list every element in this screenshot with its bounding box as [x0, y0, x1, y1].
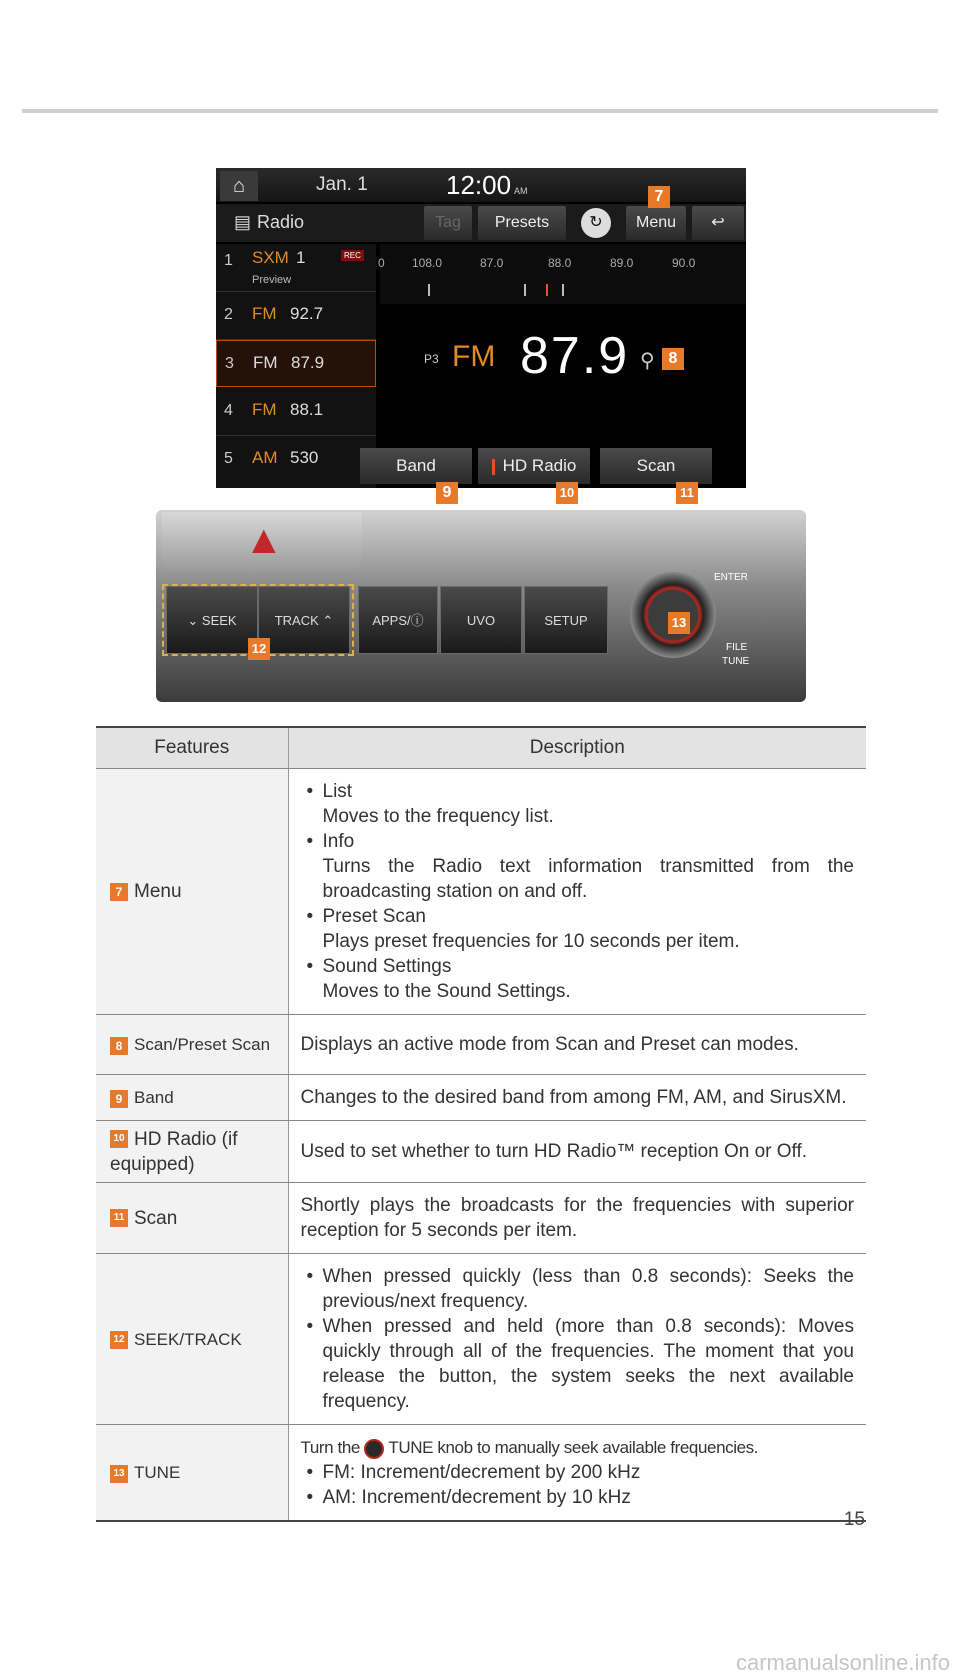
table-row — [96, 769, 866, 1015]
intro-tune: TUNE — [388, 1438, 434, 1457]
hazard-button[interactable] — [162, 512, 362, 572]
feature-cell — [96, 769, 288, 1015]
current-preset: P3 — [424, 352, 439, 366]
features-table — [96, 726, 866, 1522]
number-badge: 13 — [110, 1465, 128, 1483]
tag-button[interactable]: Tag — [424, 206, 472, 240]
list-item — [301, 904, 855, 954]
item-title: • Sound Settings — [322, 956, 452, 977]
seek-label: SEEK — [201, 613, 237, 628]
apps-key[interactable] — [358, 586, 438, 654]
tune-intro — [301, 1435, 855, 1460]
hd-radio-label: HD Radio — [502, 456, 577, 475]
scale-label: 87.0 — [480, 256, 504, 270]
table-row — [96, 1075, 866, 1121]
setup-key[interactable]: SETUP — [524, 586, 608, 654]
description-cell: Changes to the desired band from among FM, AM, and SirusXM. — [288, 1075, 866, 1121]
preset-freq: 87.9 — [291, 353, 325, 372]
number-badge: 10 — [110, 1130, 128, 1148]
scale-tick — [562, 284, 564, 296]
feature-name: HD Radio (if equipped) — [110, 1128, 238, 1175]
presets-button[interactable]: Presets — [478, 206, 566, 240]
number-badge: 7 — [110, 883, 128, 901]
number-badge: 9 — [110, 1090, 128, 1108]
header-features: Features — [96, 727, 288, 769]
callout-12: 12 — [248, 638, 270, 660]
apps-label: APPS/ — [372, 613, 411, 628]
callout-9: 9 — [436, 482, 458, 504]
ampm-display: AM — [514, 186, 528, 196]
header-description: Description — [288, 727, 866, 769]
current-band: FM — [452, 340, 496, 373]
table-row — [96, 1015, 866, 1075]
intro-text: knob to manually seek available frequencies. — [437, 1438, 759, 1457]
current-frequency: 87.9 — [520, 327, 630, 385]
item-text: Moves to the frequency list. — [322, 806, 554, 827]
tune-knob-icon — [364, 1439, 384, 1459]
description-cell: Displays an active mode from Scan and Preset can modes. — [288, 1015, 866, 1075]
number-badge: 11 — [110, 1209, 128, 1227]
feature-name: Scan/Preset Scan — [134, 1035, 271, 1054]
callout-8: 8 — [662, 348, 684, 370]
scale-label: 89.0 — [610, 256, 634, 270]
number-badge: 12 — [110, 1331, 128, 1349]
feature-name: Band — [134, 1088, 174, 1107]
radio-screen — [216, 168, 746, 488]
table-header-row — [96, 727, 866, 769]
callout-10: 10 — [556, 482, 578, 504]
preset-item-4[interactable] — [216, 388, 376, 436]
search-icon[interactable]: ⚲ — [640, 350, 655, 372]
preset-band: FM — [252, 304, 277, 323]
toolbar — [216, 204, 746, 242]
preset-band: FM — [252, 400, 277, 419]
hd-radio-button[interactable] — [478, 448, 590, 484]
preset-band: FM — [253, 353, 278, 372]
list-item — [301, 954, 855, 1004]
callout-7: 7 — [648, 186, 670, 208]
seek-key[interactable] — [166, 586, 258, 654]
console-panel — [156, 510, 806, 702]
band-button[interactable]: Band — [360, 448, 472, 484]
intro-text: Turn the — [300, 1438, 360, 1457]
current-tick — [546, 284, 548, 296]
feature-name: SEEK/TRACK — [134, 1329, 242, 1349]
callout-13: 13 — [668, 612, 690, 634]
back-icon[interactable]: ↩ — [692, 206, 744, 240]
frequency-scale[interactable] — [380, 244, 746, 304]
feature-name: TUNE — [134, 1463, 181, 1482]
item-title: • Info — [322, 831, 355, 852]
preset-band: SXM — [252, 248, 289, 267]
page-number: 15 — [843, 1509, 865, 1530]
item-text: Moves to the Sound Settings. — [322, 981, 571, 1002]
item-title: • Preset Scan — [322, 906, 426, 927]
preset-number: 2 — [224, 306, 233, 323]
sound-icon[interactable]: ↻ — [581, 208, 611, 238]
preset-item-1[interactable] — [216, 244, 376, 292]
scale-label: 88.0 — [548, 256, 572, 270]
list-item: • FM: Increment/decrement by 200 kHz — [301, 1460, 855, 1485]
list-item: • When pressed and held (more than 0.8 seconds): Moves quickly through all of the frequencies. The moment that you release the button, the system seeks the next available frequency. — [301, 1314, 855, 1414]
scale-tick — [428, 284, 430, 296]
table-row — [96, 1121, 866, 1183]
preset-freq: 1 — [296, 248, 306, 267]
enter-label: ENTER — [714, 572, 748, 583]
table-row — [96, 1183, 866, 1254]
preset-sub: Preview — [252, 274, 292, 286]
preset-band: AM — [252, 448, 278, 467]
preset-item-3[interactable] — [216, 340, 376, 387]
hd-indicator — [492, 459, 495, 475]
scale-label: 0 — [378, 256, 385, 270]
file-label: FILE — [726, 642, 748, 653]
list-item: • When pressed quickly (less than 0.8 seconds): Seeks the previous/next frequency. — [301, 1264, 855, 1314]
preset-item-2[interactable] — [216, 292, 376, 340]
feature-cell — [96, 1075, 288, 1121]
radio-title — [234, 212, 304, 233]
info-icon: ⓘ — [410, 613, 424, 628]
menu-button[interactable]: Menu — [626, 206, 686, 240]
preset-list — [216, 244, 376, 488]
scale-label: 90.0 — [672, 256, 696, 270]
scan-button[interactable]: Scan — [600, 448, 712, 484]
callout-11: 11 — [676, 482, 698, 504]
feature-cell — [96, 1254, 288, 1425]
preset-item-5[interactable] — [216, 436, 376, 483]
radio-icon: ▤ — [234, 212, 252, 232]
preset-freq: 92.7 — [290, 304, 324, 323]
number-badge: 8 — [110, 1037, 128, 1055]
preset-freq: 530 — [290, 448, 319, 467]
feature-cell — [96, 1425, 288, 1522]
track-label: TRACK — [274, 613, 319, 628]
preset-number: 5 — [224, 450, 233, 467]
description-cell — [288, 1254, 866, 1425]
rec-badge: REC — [341, 250, 364, 261]
scale-label: 108.0 — [412, 256, 443, 270]
preset-number: 3 — [225, 355, 234, 372]
table-row — [96, 1254, 866, 1425]
item-text: Turns the Radio text information transmitted from the broadcasting station on and off. — [322, 856, 854, 902]
list-item — [301, 829, 855, 904]
scale-tick — [524, 284, 526, 296]
track-key[interactable] — [258, 586, 350, 654]
date-display: Jan. 1 — [316, 174, 368, 195]
uvo-key[interactable]: UVO — [440, 586, 522, 654]
radio-title-label: Radio — [257, 212, 305, 232]
feature-name: Menu — [134, 881, 182, 902]
home-icon[interactable]: ⌂ — [220, 171, 258, 201]
description-cell: Used to set whether to turn HD Radio™ reception On or Off. — [288, 1121, 866, 1183]
top-rule — [22, 109, 938, 113]
preset-freq: 88.1 — [290, 400, 324, 419]
watermark: carmanualsonline.info — [735, 1650, 950, 1675]
preset-number: 4 — [224, 402, 233, 419]
chevron-down-icon: ⌄ — [187, 613, 202, 628]
item-title: • List — [322, 781, 353, 802]
feature-cell — [96, 1121, 288, 1183]
preset-number: 1 — [224, 252, 233, 269]
clock-display: 12:00 — [446, 170, 512, 200]
description-cell — [288, 769, 866, 1015]
list-item — [301, 779, 855, 829]
feature-name: Scan — [134, 1207, 178, 1229]
table-row — [96, 1425, 866, 1522]
feature-cell — [96, 1183, 288, 1254]
feature-cell — [96, 1015, 288, 1075]
description-cell — [288, 1425, 866, 1522]
list-item: • AM: Increment/decrement by 10 kHz — [301, 1485, 855, 1510]
hazard-icon: ▲ — [244, 518, 284, 562]
description-cell: Shortly plays the broadcasts for the frequencies with superior reception for 5 seconds per item. — [288, 1183, 866, 1254]
chevron-up-icon: ⌃ — [318, 613, 334, 628]
tune-label: TUNE — [722, 656, 750, 667]
item-text: Plays preset frequencies for 10 seconds per item. — [322, 931, 740, 952]
